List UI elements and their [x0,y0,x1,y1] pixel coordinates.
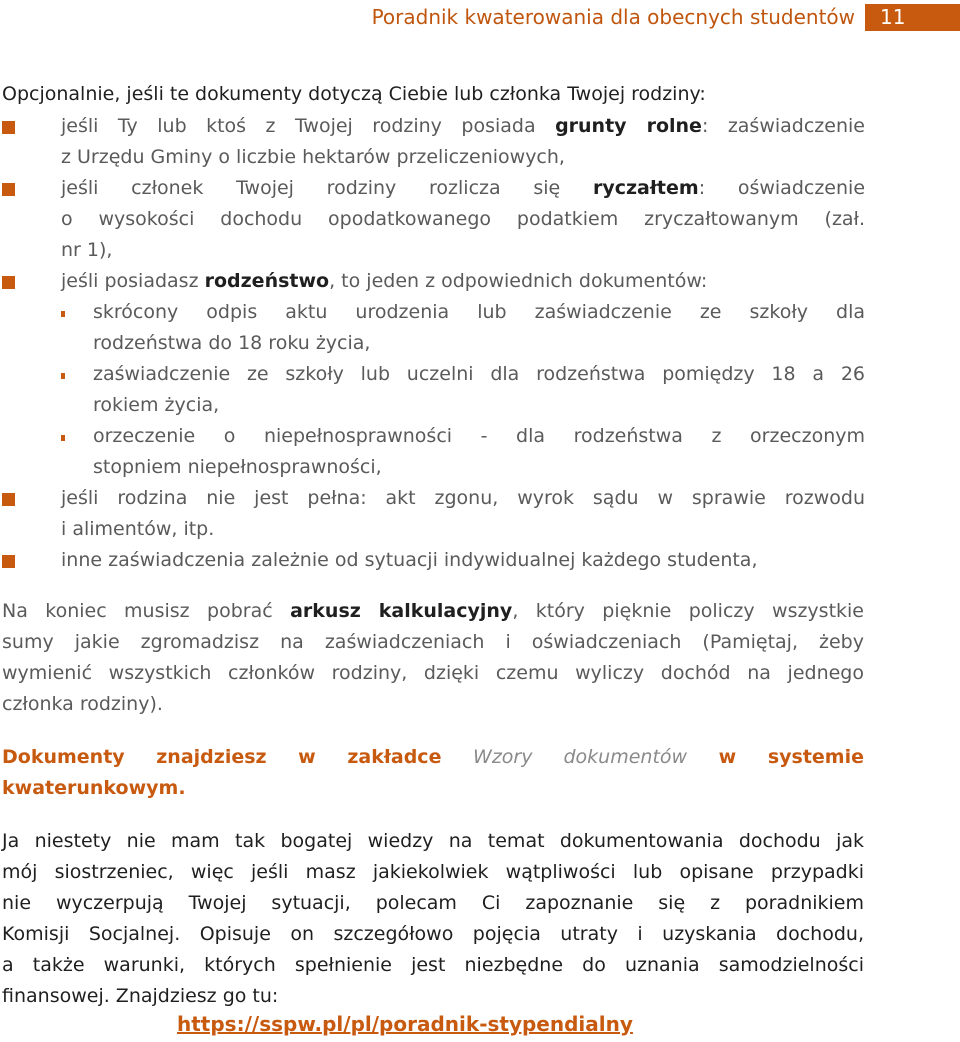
intro-text: Opcjonalnie, jeśli te dokumenty dotyczą Ciebie lub członka Twojej rodziny: [2,83,706,105]
list-item: jeśli rodzina nie jest pełna: akt zgonu, wyrok sądu w sprawie rozwodu [61,487,865,509]
sub-bullet-icon [61,373,65,379]
header-title: Poradnik kwaterowania dla obecnych studentów [371,5,855,29]
square-bullet-icon [2,183,15,196]
list-item: jeśli posiadasz rodzeństwo, to jeden z odpowiednich dokumentów: [61,270,708,292]
paragraph-line: Na koniec musisz pobrać arkusz kalkulacyjny, który pięknie policzy wszystkie [2,600,864,622]
list-item: inne zaświadczenia zależnie od sytuacji indywidualnej każdego studenta, [61,549,758,571]
list-item-continuation: z Urzędu Gminy o liczbie hektarów przeliczeniowych, [61,146,565,168]
sub-bullet-icon [61,311,65,317]
list-item-continuation: nr 1), [61,239,113,261]
guide-link[interactable]: https://sspw.pl/pl/poradnik-stypendialny [177,1012,633,1036]
square-bullet-icon [2,276,15,289]
paragraph-line: Ja niestety nie mam tak bogatej wiedzy na temat dokumentowania dochodu jak [2,830,864,852]
paragraph-line: Komisji Socjalnej. Opisuje on szczegółowo pojęcia utraty i uzyskania dochodu, [2,923,864,945]
page-number-badge: 11 [865,4,960,31]
paragraph-line: a także warunki, których spełnienie jest niezbędne do uznania samodzielności [2,954,864,976]
sub-list-item: skrócony odpis aktu urodzenia lub zaświadczenie ze szkoły dla [93,301,865,323]
sub-list-item-continuation: stopniem niepełnosprawności, [93,456,382,478]
sub-list-item-continuation: rodzeństwa do 18 roku życia, [93,332,371,354]
paragraph-line: wymienić wszystkich członków rodziny, dzięki czemu wyliczy dochód na jednego [2,662,864,684]
paragraph-line: nie wyczerpują Twojej sytuacji, polecam Ci zapoznanie się z poradnikiem [2,892,864,914]
sub-list-item: orzeczenie o niepełnosprawności - dla rodzeństwa z orzeczonym [93,425,865,447]
square-bullet-icon [2,493,15,506]
list-item: jeśli członek Twojej rodziny rozlicza się ryczałtem: oświadczenie [61,177,866,199]
list-item-continuation: o wysokości dochodu opodatkowanego podatkiem zryczałtowanym (zał. [61,208,865,230]
list-item: jeśli Ty lub ktoś z Twojej rodziny posiada grunty rolne: zaświadczenie [61,115,865,137]
list-item-continuation: i alimentów, itp. [61,518,215,540]
paragraph-line: finansowej. Znajdziesz go tu: [2,985,279,1007]
sub-list-item-continuation: rokiem życia, [93,394,220,416]
highlight-line: kwaterunkowym. [2,777,186,799]
square-bullet-icon [2,121,15,134]
paragraph-line: członka rodziny). [2,693,163,715]
square-bullet-icon [2,555,15,568]
paragraph-line: sumy jakie zgromadzisz na zaświadczeniach i oświadczeniach (Pamiętaj, żeby [2,631,864,653]
paragraph-line: mój siostrzeniec, więc jeśli masz jakiekolwiek wątpliwości lub opisane przypadki [2,861,864,883]
sub-list-item: zaświadczenie ze szkoły lub uczelni dla rodzeństwa pomiędzy 18 a 26 [93,363,865,385]
sub-bullet-icon [61,435,65,441]
highlight-line: Dokumenty znajdziesz w zakładce Wzory dokumentów w systemie [2,746,864,768]
